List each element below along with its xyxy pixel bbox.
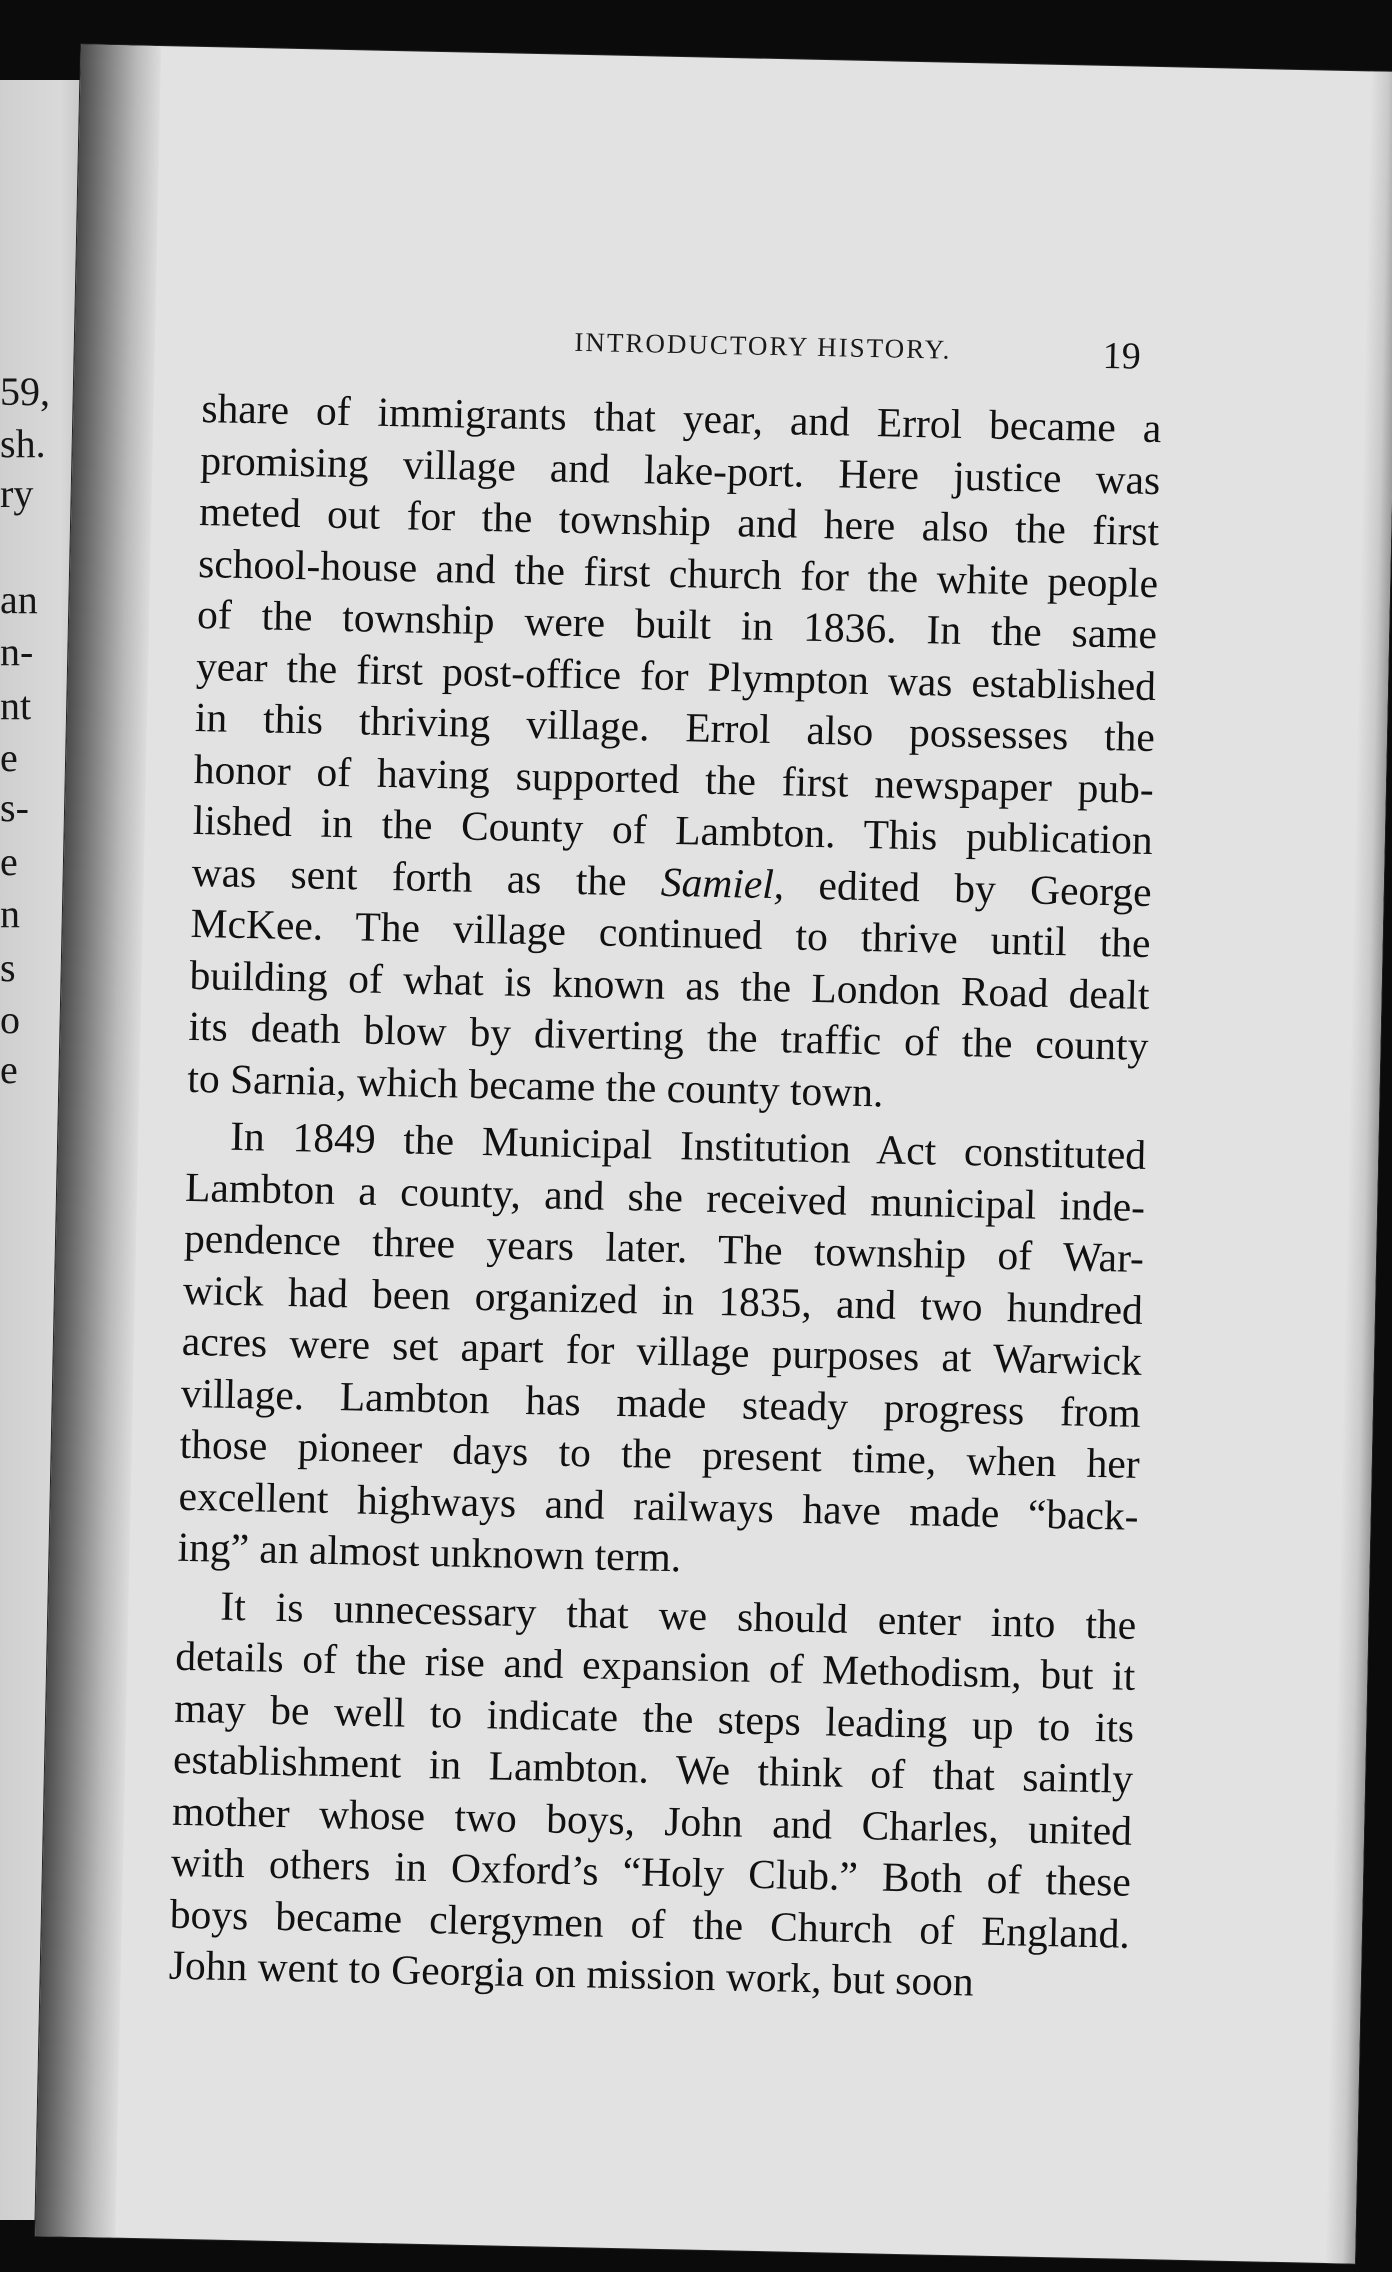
text-segment: lished in the County of Lambton. This publication xyxy=(192,796,1154,864)
text-segment: year the first post-office for Plympton was established xyxy=(195,642,1157,709)
text-segment: village. Lambton has made steady progress from xyxy=(180,1369,1142,1436)
page-edge-shadow xyxy=(1325,71,1392,2263)
text-segment: of the township were built in 1836. In the same xyxy=(196,590,1158,658)
text-segment: mother whose two boys, John and Charles, united xyxy=(171,1787,1133,1854)
facing-page-fragment: e xyxy=(0,735,18,780)
book-page xyxy=(35,44,1392,2263)
paragraph xyxy=(177,1110,1146,1594)
paragraph xyxy=(168,1579,1136,2011)
facing-page-fragment: 59, xyxy=(0,369,50,414)
text-segment: those pioneer days to the present time, when her xyxy=(179,1420,1141,1487)
text-segment: may be well to indicate the steps leading up to its xyxy=(173,1684,1135,1751)
facing-page-fragment: nt xyxy=(0,683,32,728)
text-segment: meted out for the township and here also the first xyxy=(198,488,1160,555)
facing-page-fragment: ry xyxy=(0,471,34,516)
text-segment: John went to Georgia on mission work, but soon xyxy=(168,1941,975,2005)
text-segment: Lambton a county, and she received municipal inde- xyxy=(184,1163,1146,1230)
text-segment: acres were set apart for village purposes at Warwick xyxy=(181,1317,1143,1384)
facing-page-fragment: sh. xyxy=(0,421,46,466)
facing-page-fragment: e xyxy=(0,1047,18,1092)
running-head: INTRODUCTORY HISTORY. xyxy=(574,326,952,365)
facing-page-fragment: e xyxy=(0,839,18,884)
text-segment: details of the rise and expansion of Methodism, but it xyxy=(174,1632,1136,1699)
text-segment: share of immigrants that year, and Errol became a xyxy=(201,385,1162,452)
text-segment: boys became clergymen of the Church of England. xyxy=(169,1890,1131,1957)
text-segment: school-house and the first church for the white people xyxy=(197,539,1159,606)
facing-page-fragment: o xyxy=(0,997,20,1042)
facing-page-fragment: n xyxy=(0,891,20,936)
text-segment: was sent forth as the xyxy=(191,848,662,905)
facing-page-fragment: n- xyxy=(0,629,34,674)
body-text xyxy=(168,383,1161,2011)
text-segment: honor of having supported the first newspaper pub- xyxy=(193,745,1155,812)
text-segment: wick had been organized in 1835, and two hundred xyxy=(182,1266,1144,1333)
text-segment: in this thriving village. Errol also possesses the xyxy=(194,693,1156,761)
facing-page-fragment: s xyxy=(0,945,16,990)
text-segment: In 1849 the Municipal Institution Act constituted xyxy=(229,1112,1147,1178)
text-segment: ing” an almost unknown term. xyxy=(177,1523,682,1581)
text-segment: its death blow by diverting the traffic of the county xyxy=(188,1002,1149,1069)
text-segment: with others in Oxford’s “Holy Club.” Both of these xyxy=(170,1838,1132,1905)
text-segment: building of what is known as the London Road dealt xyxy=(189,951,1150,1018)
facing-page-fragment: s- xyxy=(0,785,29,830)
newspaper-title: Samiel, xyxy=(660,858,785,907)
paragraph xyxy=(187,383,1162,1124)
text-segment: excellent highways and railways have made “back- xyxy=(178,1472,1140,1539)
text-segment: to Sarnia, which became the county town. xyxy=(187,1054,884,1115)
text-segment: pendence three years later. The township of War- xyxy=(183,1214,1145,1281)
text-segment: edited by George xyxy=(783,860,1153,915)
page-number: 19 xyxy=(1102,334,1142,378)
facing-page-fragment: an xyxy=(0,577,38,622)
text-segment: establishment in Lambton. We think of that saintly xyxy=(172,1735,1134,1802)
text-segment: It is unnecessary that we should enter into the xyxy=(219,1582,1137,1648)
text-segment: promising village and lake-port. Here justice was xyxy=(199,436,1161,503)
text-segment: McKee. The village continued to thrive until the xyxy=(190,899,1151,967)
